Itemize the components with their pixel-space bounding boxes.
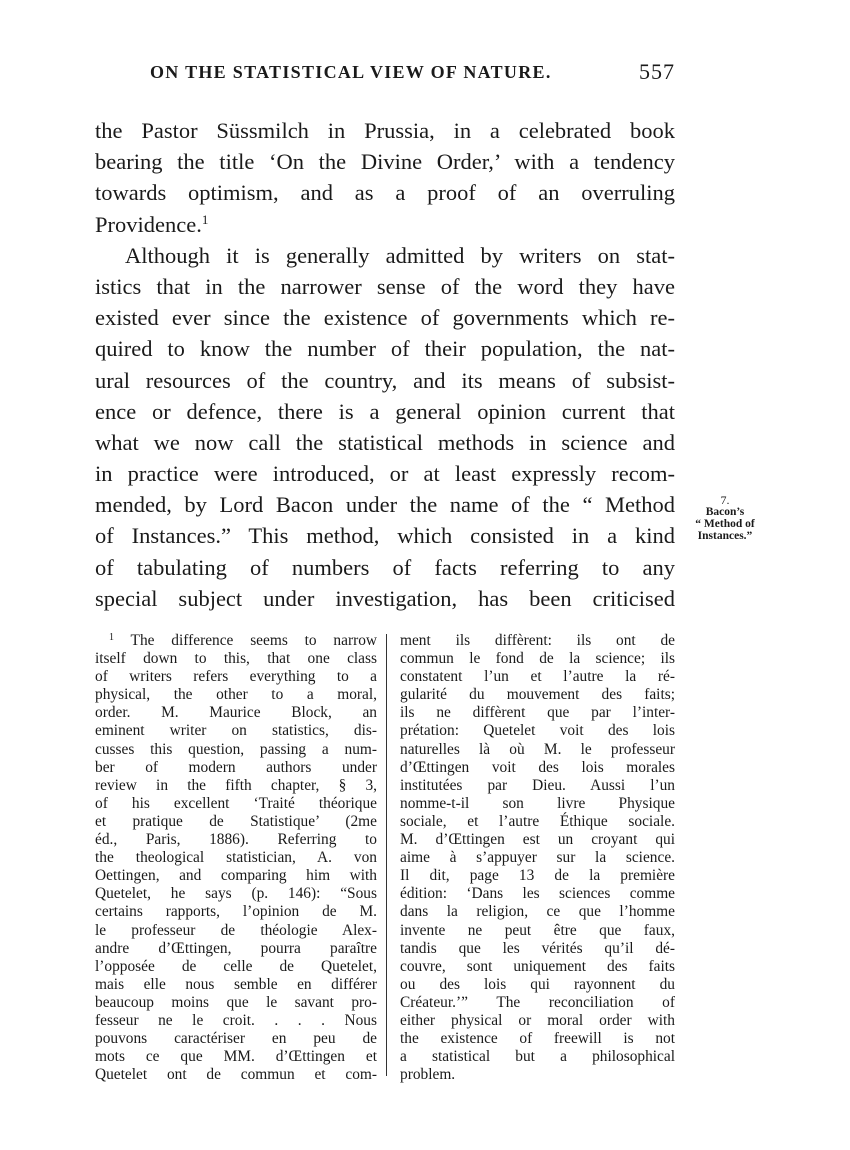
footnote-line: sociale, et l’autre Éthique sociale. — [400, 812, 675, 830]
margin-note — [680, 494, 770, 542]
main-text — [95, 115, 675, 614]
text-line: of tabulating of numbers of facts referring to any — [95, 554, 675, 580]
footnote-line: gularité du mouvement des faits; — [400, 686, 675, 704]
text-line: quired to know the number of their population, the nat- — [95, 336, 675, 362]
text-line: ence or defence, there is a general opinion current that — [95, 398, 675, 424]
footnote-line: l’opposée de celle de Quetelet, — [95, 957, 377, 975]
margin-note-line: Bacon’s — [705, 506, 745, 518]
footnote-line: fesseur ne le croit. . . . Nous — [95, 1011, 377, 1029]
text-line-content: Providence. — [95, 211, 202, 237]
footnote-line: couvre, sont uniquement des faits — [400, 957, 675, 975]
text-line: bearing the title ‘On the Divine Order,’ with a tendency — [95, 149, 675, 175]
footnote-line: commun le fond de la science; ils — [400, 650, 675, 668]
footnote-area — [95, 632, 675, 1082]
text-line — [95, 209, 675, 240]
footnote-reference: 1 — [201, 211, 209, 227]
footnote-line: ils ne diffèrent que par l’inter- — [400, 704, 675, 722]
text-line: what we now call the statistical methods in science and — [95, 429, 675, 455]
footnote-line: naturelles là où M. le professeur — [400, 740, 675, 758]
footnote-line: beaucoup moins que le savant pro- — [95, 993, 377, 1011]
text-line: towards optimism, and as a proof of an overruling — [95, 180, 675, 206]
footnote-line: itself down to this, that one class — [95, 650, 377, 668]
text-line: istics that in the narrower sense of the word they have — [95, 273, 675, 299]
footnote-line: the theological statistician, A. von — [95, 849, 377, 867]
footnote-left-column — [95, 632, 377, 1084]
page-number: 557 — [639, 59, 675, 84]
footnote-line: order. M. Maurice Block, an — [95, 704, 377, 722]
column-divider — [386, 634, 387, 1076]
footnote-line: mots ce que MM. d’Œttingen et — [95, 1048, 377, 1066]
text-line: the Pastor Süssmilch in Prussia, in a celebrated book — [95, 118, 675, 143]
footnote-line: physical, the other to a moral, — [95, 686, 377, 704]
footnote-line: tandis que les vérités qu’il dé- — [400, 939, 675, 957]
footnote-line: aime à s’appuyer sur la science. — [400, 849, 675, 867]
footnote-line: Quetelet, he says (p. 146): “Sous — [95, 885, 377, 903]
text-line: mended, by Lord Bacon under the name of the “ Method — [95, 492, 675, 518]
footnote-line: of writers refers everything to a — [95, 668, 377, 686]
footnote-line: either physical or moral order with — [400, 1011, 675, 1029]
footnote-line: Oettingen, and comparing him with — [95, 867, 377, 885]
text-line: Although it is generally admitted by writers on stat- — [125, 242, 675, 268]
footnote-line: of his excellent ‘Traité théorique — [95, 794, 377, 812]
footnote-line: ou des lois qui rayonnent du — [400, 975, 675, 993]
footnote-marker: 1 — [109, 632, 114, 643]
footnote-line: cusses this question, passing a num- — [95, 740, 377, 758]
footnote-line: édition: ‘Dans les sciences comme — [400, 885, 675, 903]
text-line: existed ever since the existence of governments which re- — [95, 305, 675, 331]
footnote-line: prétation: Quetelet voit des lois — [400, 722, 675, 740]
margin-note-line: “ Method of — [695, 518, 755, 530]
footnote-line: constatent l’un et l’autre la ré- — [400, 668, 675, 686]
footnote-line: Créateur.’” The reconciliation of — [400, 993, 675, 1011]
footnote-line — [95, 632, 377, 650]
footnote-line: ment ils diffèrent: ils ont de — [400, 632, 675, 649]
footnote-line: nomme-t-il son livre Physique — [400, 794, 675, 812]
footnote-line: pouvons caractériser en peu de — [95, 1030, 377, 1048]
text-line: of Instances.” This method, which consisted in a kind — [95, 523, 675, 549]
footnote-line: éd., Paris, 1886). Referring to — [95, 831, 377, 849]
footnote-line: review in the fifth chapter, § 3, — [95, 776, 377, 794]
footnote-line: d’Œttingen voit des lois morales — [400, 758, 675, 776]
page-header — [150, 59, 675, 92]
footnote-line: le professeur de théologie Alex- — [95, 921, 377, 939]
footnote-line: andre d’Œttingen, pourra paraître — [95, 939, 377, 957]
footnote-line: the existence of freewill is not — [400, 1030, 675, 1048]
footnote-line: Il dit, page 13 de la première — [400, 867, 675, 885]
footnote-line: eminent writer on statistics, dis- — [95, 722, 377, 740]
running-head: ON THE STATISTICAL VIEW OF NATURE. — [150, 62, 552, 82]
footnote-line: Quetelet ont de commun et com- — [95, 1066, 377, 1084]
footnote-line: problem. — [400, 1066, 456, 1084]
footnote-line: institutées par Dieu. Aussi l’un — [400, 776, 675, 794]
footnote-right-column — [400, 632, 675, 1084]
footnote-line: certains rapports, l’opinion de M. — [95, 903, 377, 921]
footnote-line: ber of modern authors under — [95, 758, 377, 776]
text-line: special subject under investigation, has been criticised — [95, 585, 675, 611]
margin-note-number: 7. — [720, 493, 730, 507]
text-line: ural resources of the country, and its means of subsist- — [95, 367, 675, 393]
text-line: in practice were introduced, or at least expressly recom- — [95, 461, 675, 487]
footnote-line: dans la religion, ce que l’homme — [400, 903, 675, 921]
footnote-line: M. d’Œttingen est un croyant qui — [400, 831, 675, 849]
margin-note-line: Instances.” — [697, 530, 753, 542]
footnote-line: mais elle nous semble en différer — [95, 975, 377, 993]
footnote-line: invente ne peut être que faux, — [400, 921, 675, 939]
footnote-line-content: The difference seems to narrow — [130, 632, 377, 649]
footnote-line: et pratique de Statistique’ (2me — [95, 812, 377, 830]
footnote-line: a statistical but a philosophical — [400, 1048, 675, 1066]
